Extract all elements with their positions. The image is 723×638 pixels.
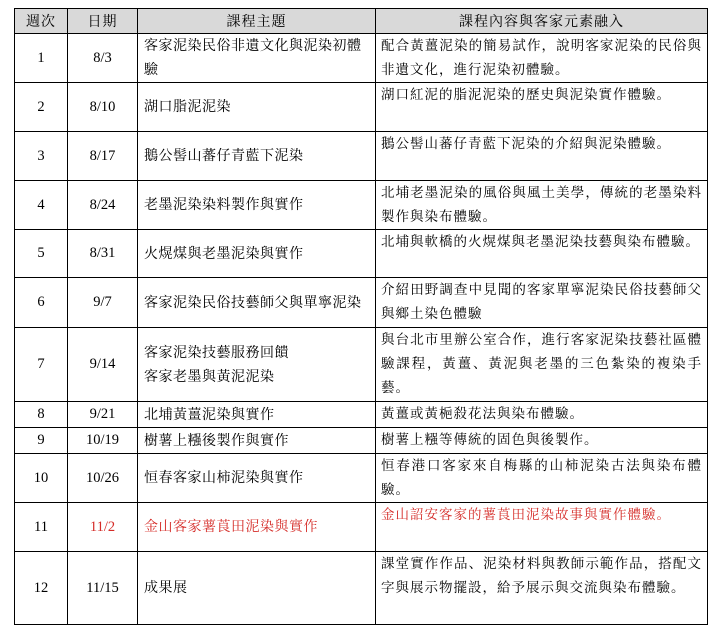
table-row [15,34,708,83]
content-cell: 配合黃薑泥染的簡易試作，說明客家泥染的民俗與非遺文化，進行泥染初體驗。 [376,34,708,83]
date-cell: 9/7 [68,278,138,328]
week-cell: 6 [15,278,68,328]
week-cell: 4 [15,181,68,230]
content-cell: 介紹田野調查中見聞的客家單寧泥染民俗技藝師父與鄉土染色體驗 [376,278,708,328]
content-cell: 金山詔安客家的薯莨田泥染故事與實作體驗。 [376,503,708,552]
date-cell: 11/2 [68,503,138,552]
week-cell: 9 [15,428,68,454]
date-cell: 10/19 [68,428,138,454]
content-cell: 黃薑或黃梔殺花法與染布體驗。 [376,402,708,428]
date-cell: 9/14 [68,328,138,402]
content-cell: 北埔老墨泥染的風俗與風土美學，傳統的老墨染料製作與染布體驗。 [376,181,708,230]
header-date: 日期 [68,9,138,34]
date-cell: 8/10 [68,83,138,132]
week-cell: 1 [15,34,68,83]
header-content: 課程內容與客家元素融入 [376,9,708,34]
topic-cell: 金山客家薯莨田泥染與實作 [138,503,376,552]
week-cell: 7 [15,328,68,402]
week-cell: 10 [15,454,68,503]
topic-cell: 火熀煤與老墨泥染與實作 [138,230,376,278]
content-cell: 恒春港口客家來自梅縣的山柿泥染古法與染布體驗。 [376,454,708,503]
topic-cell: 客家泥染技藝服務回饋 客家老墨與黃泥泥染 [138,328,376,402]
table-row [15,83,708,132]
date-cell: 11/15 [68,552,138,625]
table-row-highlighted [15,503,708,552]
topic-cell: 樹薯上糨後製作與實作 [138,428,376,454]
topic-cell: 恒春客家山柿泥染與實作 [138,454,376,503]
header-row [15,9,708,34]
date-cell: 8/17 [68,132,138,181]
table-row [15,552,708,625]
content-cell: 湖口紅泥的脂泥泥染的歷史與泥染實作體驗。 [376,83,708,132]
date-cell: 8/24 [68,181,138,230]
topic-cell: 客家泥染民俗非遺文化與泥染初體驗 [138,34,376,83]
table-row [15,181,708,230]
topic-cell: 鵝公髻山蕃仔青藍下泥染 [138,132,376,181]
topic-cell: 北埔黃薑泥染與實作 [138,402,376,428]
content-cell: 鵝公髻山蕃仔青藍下泥染的介紹與泥染體驗。 [376,132,708,181]
week-cell: 3 [15,132,68,181]
table-row [15,278,708,328]
header-topic: 課程主題 [138,9,376,34]
topic-cell: 客家泥染民俗技藝師父與單寧泥染 [138,278,376,328]
topic-cell: 湖口脂泥泥染 [138,83,376,132]
week-cell: 2 [15,83,68,132]
week-cell: 12 [15,552,68,625]
topic-cell: 成果展 [138,552,376,625]
date-cell: 10/26 [68,454,138,503]
week-cell: 11 [15,503,68,552]
date-cell: 9/21 [68,402,138,428]
table-row [15,428,708,454]
topic-cell: 老墨泥染染料製作與實作 [138,181,376,230]
week-cell: 8 [15,402,68,428]
table-row [15,402,708,428]
content-cell: 與台北市里辦公室合作，進行客家泥染技藝社區體驗課程，黃薑、黃泥與老墨的三色紮染的複染手藝。 [376,328,708,402]
content-cell: 樹薯上糨等傳統的固色與後製作。 [376,428,708,454]
header-week: 週次 [15,9,68,34]
table-row [15,328,708,402]
week-cell: 5 [15,230,68,278]
table-row [15,230,708,278]
content-cell: 北埔與軟橋的火熀煤與老墨泥染技藝與染布體驗。 [376,230,708,278]
course-schedule-table [14,8,708,625]
date-cell: 8/3 [68,34,138,83]
table-row [15,454,708,503]
table-row [15,132,708,181]
date-cell: 8/31 [68,230,138,278]
content-cell: 課堂實作作品、泥染材料與教師示範作品，搭配文字與展示物擺設，給予展示與交流與染布體驗。 [376,552,708,625]
